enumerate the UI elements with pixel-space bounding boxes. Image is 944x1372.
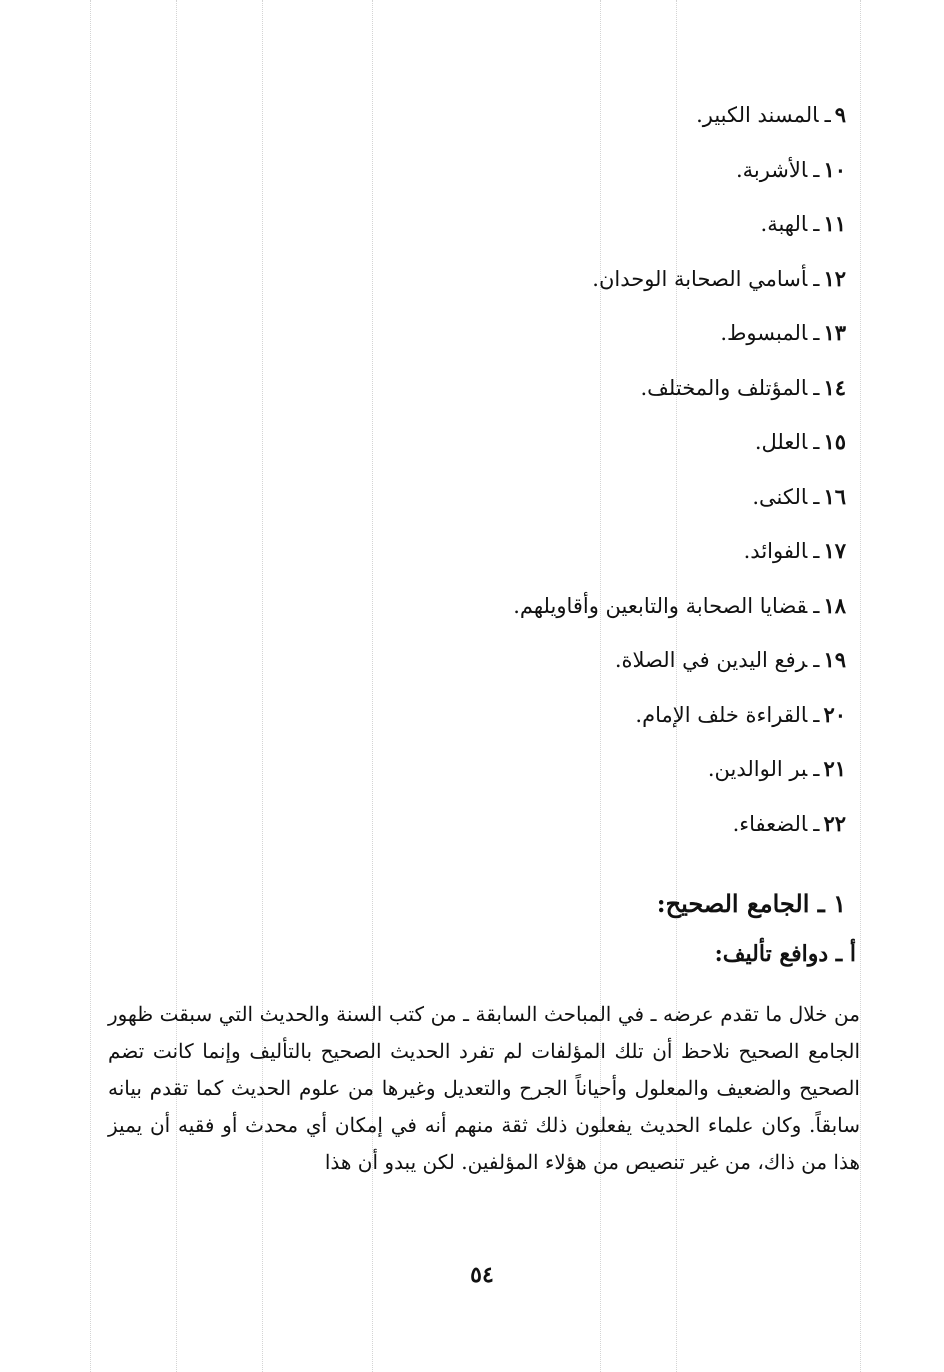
list-item-number: ٢١ (823, 756, 846, 781)
list-item-number: ٢٠ (823, 701, 846, 727)
list-item: ١٥ـالعلل. (146, 427, 846, 482)
list-item-number: ٢٢ (823, 810, 846, 836)
subsection-heading: أ ـ دوافع تأليف: (714, 941, 856, 967)
list-item-text: الكنى. (752, 484, 808, 509)
list-item-text: قضايا الصحابة والتابعين وأقاويلهم. (513, 593, 808, 618)
list-item-text: الهبة. (760, 212, 808, 236)
list-item-number: ١١ (823, 211, 846, 236)
list-item-number: ١٠ (823, 156, 846, 182)
list-item-number: ١٧ (823, 538, 846, 563)
list-item: ٢١ـبر الوالدين. (146, 754, 846, 809)
list-item-text: المؤتلف والمختلف. (640, 375, 808, 400)
page-number: ٥٤ (470, 1262, 494, 1288)
list-item: ٩ـالمسند الكبير. (146, 100, 846, 155)
list-item: ١٤ـالمؤتلف والمختلف. (146, 373, 846, 428)
list-item-number: ١٨ (823, 592, 846, 618)
scan-guide-line (860, 0, 861, 1372)
list-item: ٢٢ـالضعفاء. (146, 809, 846, 864)
list-item: ٢٠ـالقراءة خلف الإمام. (146, 700, 846, 755)
list-item: ١٣ـالمبسوط. (146, 318, 846, 373)
list-item-number: ١٥ (823, 429, 846, 454)
list-item-text: المسند الكبير. (696, 103, 819, 127)
list-item-text: بر الوالدين. (707, 757, 808, 781)
list-item-number: ١٦ (823, 483, 846, 509)
list-item: ١٢ـأسامي الصحابة الوحدان. (146, 264, 846, 319)
list-item-text: القراءة خلف الإمام. (635, 702, 808, 727)
books-list (146, 100, 846, 863)
list-item-text: الأشربة. (735, 157, 808, 182)
list-item-text: رفع اليدين في الصلاة. (614, 648, 808, 672)
section-heading: ١ ـ الجامع الصحيح: (656, 889, 846, 918)
body-paragraph: من خلال ما تقدم عرضه ـ في المباحث السابقة ـ من كتب السنة والحديث التي سبقت ظهور الجامع الصحيح نلاحظ أن تلك المؤلفات لم تفرد الحديث الصحيح بالتأليف وإنما كانت تضم الصحيح والضعيف والمعلول وأحياناً الجرح والتعديل وغيرها من علوم الحديث كما تقدم بيانه سابقاً. وكان علماء الحديث يفعلون ذلك ثقة منهم أنه في إمكان أي محدث أو فقيه أن يميز هذا من ذاك، من غير تنصيص من هؤلاء المؤلفين. لكن يبدو أن هذا (108, 1002, 860, 1174)
list-item-text: أسامي الصحابة الوحدان. (592, 266, 808, 291)
list-item-text: الضعفاء. (732, 811, 808, 836)
list-item-number: ٩ (834, 102, 846, 127)
list-item: ١١ـالهبة. (146, 209, 846, 264)
list-item: ١٦ـالكنى. (146, 482, 846, 537)
list-item-number: ١٩ (823, 647, 846, 672)
list-item: ١٠ـالأشربة. (146, 155, 846, 210)
list-item-text: الفوائد. (743, 539, 808, 563)
list-item: ١٩ـرفع اليدين في الصلاة. (146, 645, 846, 700)
list-item-text: المبسوط. (720, 321, 808, 345)
list-item-number: ١٣ (823, 320, 846, 345)
list-item: ١٧ـالفوائد. (146, 536, 846, 591)
list-item-number: ١٤ (823, 374, 846, 400)
scan-guide-line (90, 0, 91, 1372)
list-item-number: ١٢ (823, 265, 846, 291)
list-item-text: العلل. (754, 430, 808, 454)
list-item: ١٨ـقضايا الصحابة والتابعين وأقاويلهم. (146, 591, 846, 646)
